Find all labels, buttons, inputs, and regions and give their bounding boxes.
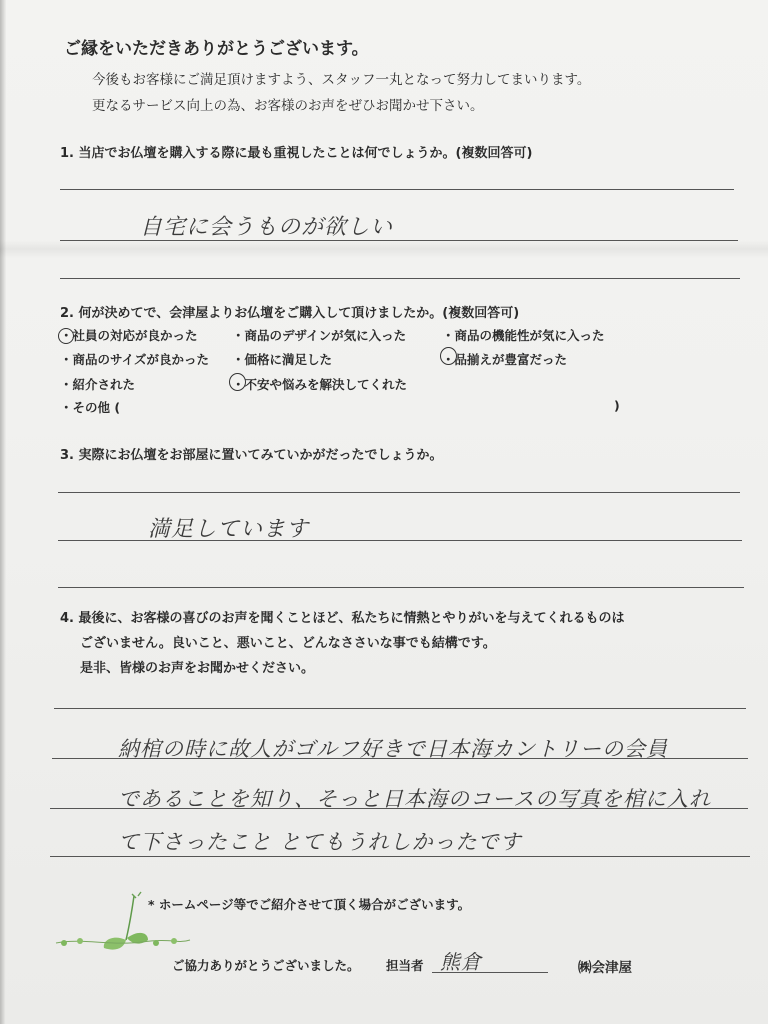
question-4-line-3: 是非、皆様のお声をお聞かせください。 — [80, 661, 315, 676]
selected-circle-mark — [440, 347, 457, 365]
paper-fold — [0, 240, 768, 258]
company-name: ㈱会津屋 — [578, 960, 632, 976]
option-referral: ・紹介された — [60, 377, 136, 392]
option-other-close-paren: ) — [614, 398, 620, 413]
leaf-decoration-icon — [52, 888, 192, 958]
question-4-line-2: ございません。良いこと、悪いこと、どんなささいな事でも結構です。 — [80, 636, 496, 651]
answer-line — [54, 708, 746, 709]
thanks-heading: ご縁をいただきありがとうございます。 — [64, 39, 369, 59]
answer-line — [58, 587, 744, 588]
option-size: ・商品のサイズが良かった — [60, 352, 210, 367]
option-selection: ・品揃えが豊富だった — [442, 352, 568, 367]
answer-line — [60, 278, 740, 279]
handwritten-answer-1: 自宅に会うものが欲しい — [140, 215, 394, 240]
handwritten-answer-4-line-2: であることを知り、そっと日本海のコースの写真を棺に入れ — [118, 787, 711, 811]
option-price: ・価格に満足した — [232, 352, 333, 367]
selected-circle-mark — [58, 328, 74, 344]
handwritten-answer-4-line-1: 納棺の時に故人がゴルフ好きで日本海カントリーの会員 — [118, 737, 668, 761]
thanks-footer: ご協力ありがとうございました。 — [172, 958, 360, 973]
answer-line — [52, 758, 748, 759]
intro-line-1: 今後もお客様にご満足頂けますよう、スタッフ一丸となって努力してまいります。 — [92, 72, 591, 88]
option-other: ・その他 ( — [60, 400, 121, 415]
paper-edge — [0, 0, 6, 1024]
handwritten-answer-3: 満足しています — [148, 517, 310, 542]
answer-line — [50, 856, 750, 857]
homepage-notice: * ホームページ等でご紹介させて頂く場合がございます。 — [148, 897, 471, 912]
selected-circle-mark — [229, 373, 246, 391]
question-4-line-1: 4. 最後に、お客様の喜びのお声を聞くことほど、私たちに情熱とやりがいを与えてくれるものは — [60, 611, 625, 626]
answer-line — [58, 492, 740, 493]
option-staff: ・社員の対応が良かった — [60, 328, 198, 343]
question-2: 2. 何が決めてで、会津屋よりお仏壇をご購入して頂けましたか。(複数回答可) — [60, 306, 520, 321]
staff-label: 担当者 — [386, 958, 424, 973]
option-function: ・商品の機能性が気に入った — [442, 328, 605, 343]
question-1: 1. 当店でお仏壇を購入する際に最も重視したことは何でしょうか。(複数回答可) — [60, 146, 533, 161]
staff-name-handwritten: 熊倉 — [440, 950, 482, 974]
signature-line — [432, 972, 548, 973]
question-3: 3. 実際にお仏壇をお部屋に置いてみていかがだったでしょうか。 — [60, 448, 443, 463]
option-design: ・商品のデザインが気に入った — [232, 328, 407, 343]
answer-line — [60, 240, 738, 241]
handwritten-answer-4-line-3: て下さったこと とてもうれしかったです — [118, 830, 522, 854]
option-solved-worries: ・不安や悩みを解決してくれた — [232, 377, 408, 392]
answer-line — [50, 808, 748, 809]
answer-line — [60, 189, 734, 190]
intro-line-2: 更なるサービス向上の為、お客様のお声をぜひお聞かせ下さい。 — [92, 98, 484, 114]
answer-line — [58, 540, 742, 541]
